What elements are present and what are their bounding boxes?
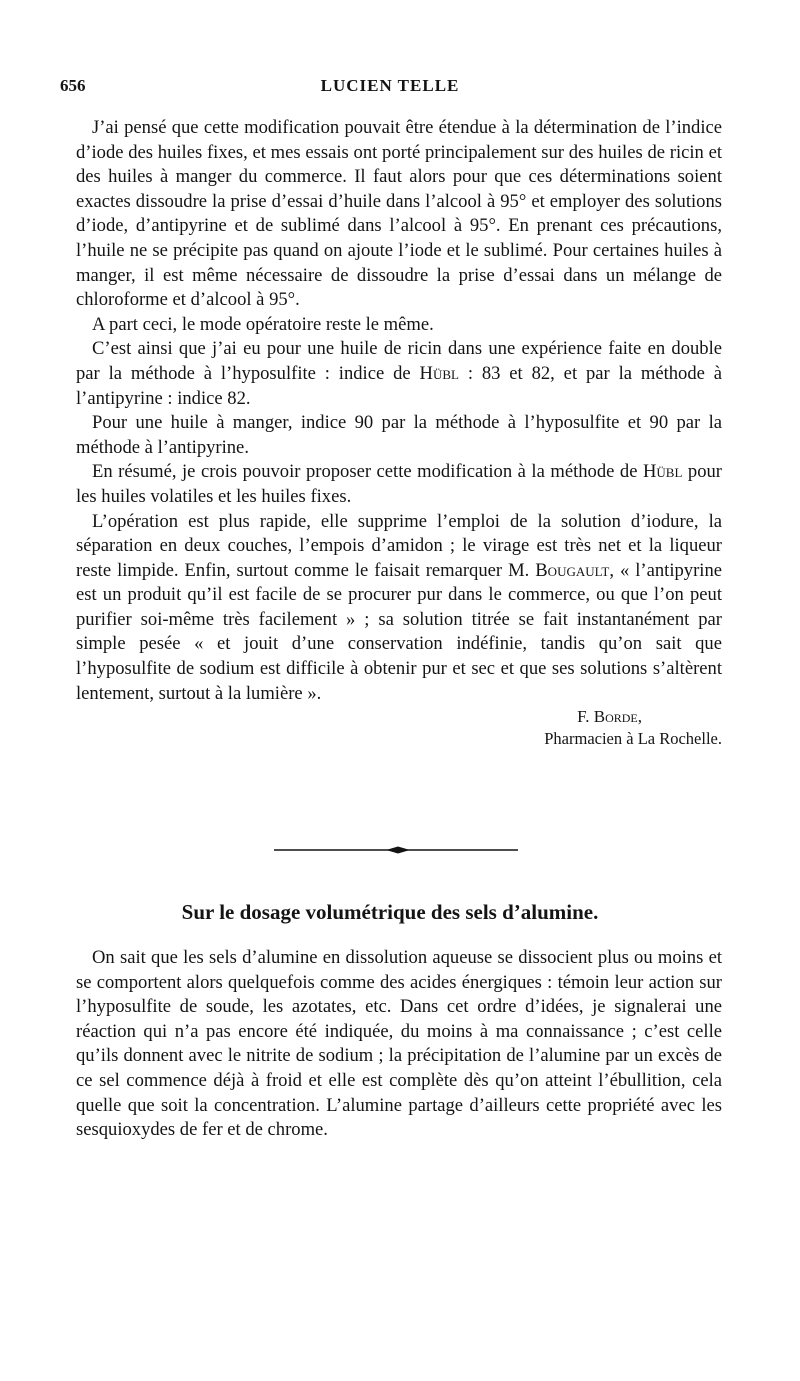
paragraph: [76, 337, 722, 411]
text-run: , « l’antipyrine est un produit qu’il est facile de se procurer pur dans le commerce, ou que l’on peut purifier soi-même très facilement » ; sa solution titrée se fait instantanément par simple pesée « et jouit d’une conservation indéfinie, tandis qu’on sait que l’hyposulfite de sodium est difficile à obtenir pur et sec et que ses solutions s’altèrent lentement, surtout à la lumière ».: [76, 559, 723, 704]
text-run: : 83 et 82, et par la méthode à l’antipyrine : indice 82.: [76, 362, 722, 409]
paragraph: [76, 460, 722, 509]
article-end-section: [76, 116, 722, 750]
paragraph: A part ceci, le mode opératoire reste le même.: [92, 313, 434, 335]
text-run: pour les huiles volatiles et les huiles fixes.: [76, 461, 723, 507]
paragraph: [76, 510, 722, 707]
running-header: [58, 76, 722, 100]
text-run: C’est ainsi que j’ai eu pour une huile de ricin dans une expérience faite en double par la méthode à l’hyposulfite : indice de: [76, 338, 722, 384]
running-title: LUCIEN TELLE: [320, 76, 460, 95]
text-run: F.: [577, 707, 594, 727]
author-name: Hübl: [419, 362, 459, 384]
paragraph: On sait que les sels d’alumine en dissolution aqueuse se dissocient plus ou moins et se comportent alors quelquefois comme des acides énergiques : témoin leur action sur l’hyposulfite de soude, les azotates, etc. Dans cet ordre d’idées, je signalerai une réaction qui n’a pas encore été indiquée, du moins à ma connaissance ; c’est celle qu’ils donnent avec le nitrite de sodium ; la précipitation de l’alumine par un excès de ce sel commence déjà à froid et elle est complète dès qu’on atteint l’ébullition, cela quelle que soit la concentration. L’alumine partage d’ailleurs cette propriété avec les sesquioxydes de fer et de chrome.: [76, 947, 722, 1141]
author-name: Hübl: [642, 461, 683, 483]
text-run: En résumé, je crois pouvoir proposer cette modification à la méthode de: [92, 461, 643, 483]
article-title: Sur le dosage volumétrique des sels d’alumine.: [181, 900, 599, 924]
page-number: 656: [60, 76, 86, 95]
section-separator: [274, 846, 518, 854]
author-name: Bougault: [535, 559, 610, 581]
paragraph: J’ai pensé que cette modification pouvait être étendue à la détermination de l’indice d’iode des huiles fixes, et mes essais ont porté principalement sur des huiles de ricin et des huiles à manger du commerce. Il faut alors pour que ces déterminations soient exactes dissoudre la prise d’essai d’huile dans l’alcool à 95° et employer des solutions d’iode, d’antipyrine et de sublimé dans l’alcool à 95°. En prenant ces précautions, l’huile ne se précipite pas quand on ajoute l’iode et le sublimé. Pour certaines huiles à manger, il est même nécessaire de dissoudre la prise d’essai dans un mélange de chloroforme et d’alcool à 95°.: [76, 117, 722, 311]
author-name: Borde: [593, 707, 638, 727]
signature-title: Pharmacien à La Rochelle.: [544, 729, 722, 749]
signature-name: [76, 706, 722, 728]
text-run: ,: [637, 707, 642, 727]
article-body: [76, 946, 722, 1143]
paragraph: Pour une huile à manger, indice 90 par la méthode à l’hyposulfite et 90 par la méthode à l’antipyrine.: [76, 412, 722, 458]
separator-diamond: [386, 847, 410, 854]
text-run: L’opération est plus rapide, elle supprime l’emploi de la solution d’iodure, la séparation en deux couches, l’empois d’amidon ; le virage est très net et la liqueur reste limpide. Enfin, surtout comme le faisait remarquer M.: [76, 510, 722, 581]
